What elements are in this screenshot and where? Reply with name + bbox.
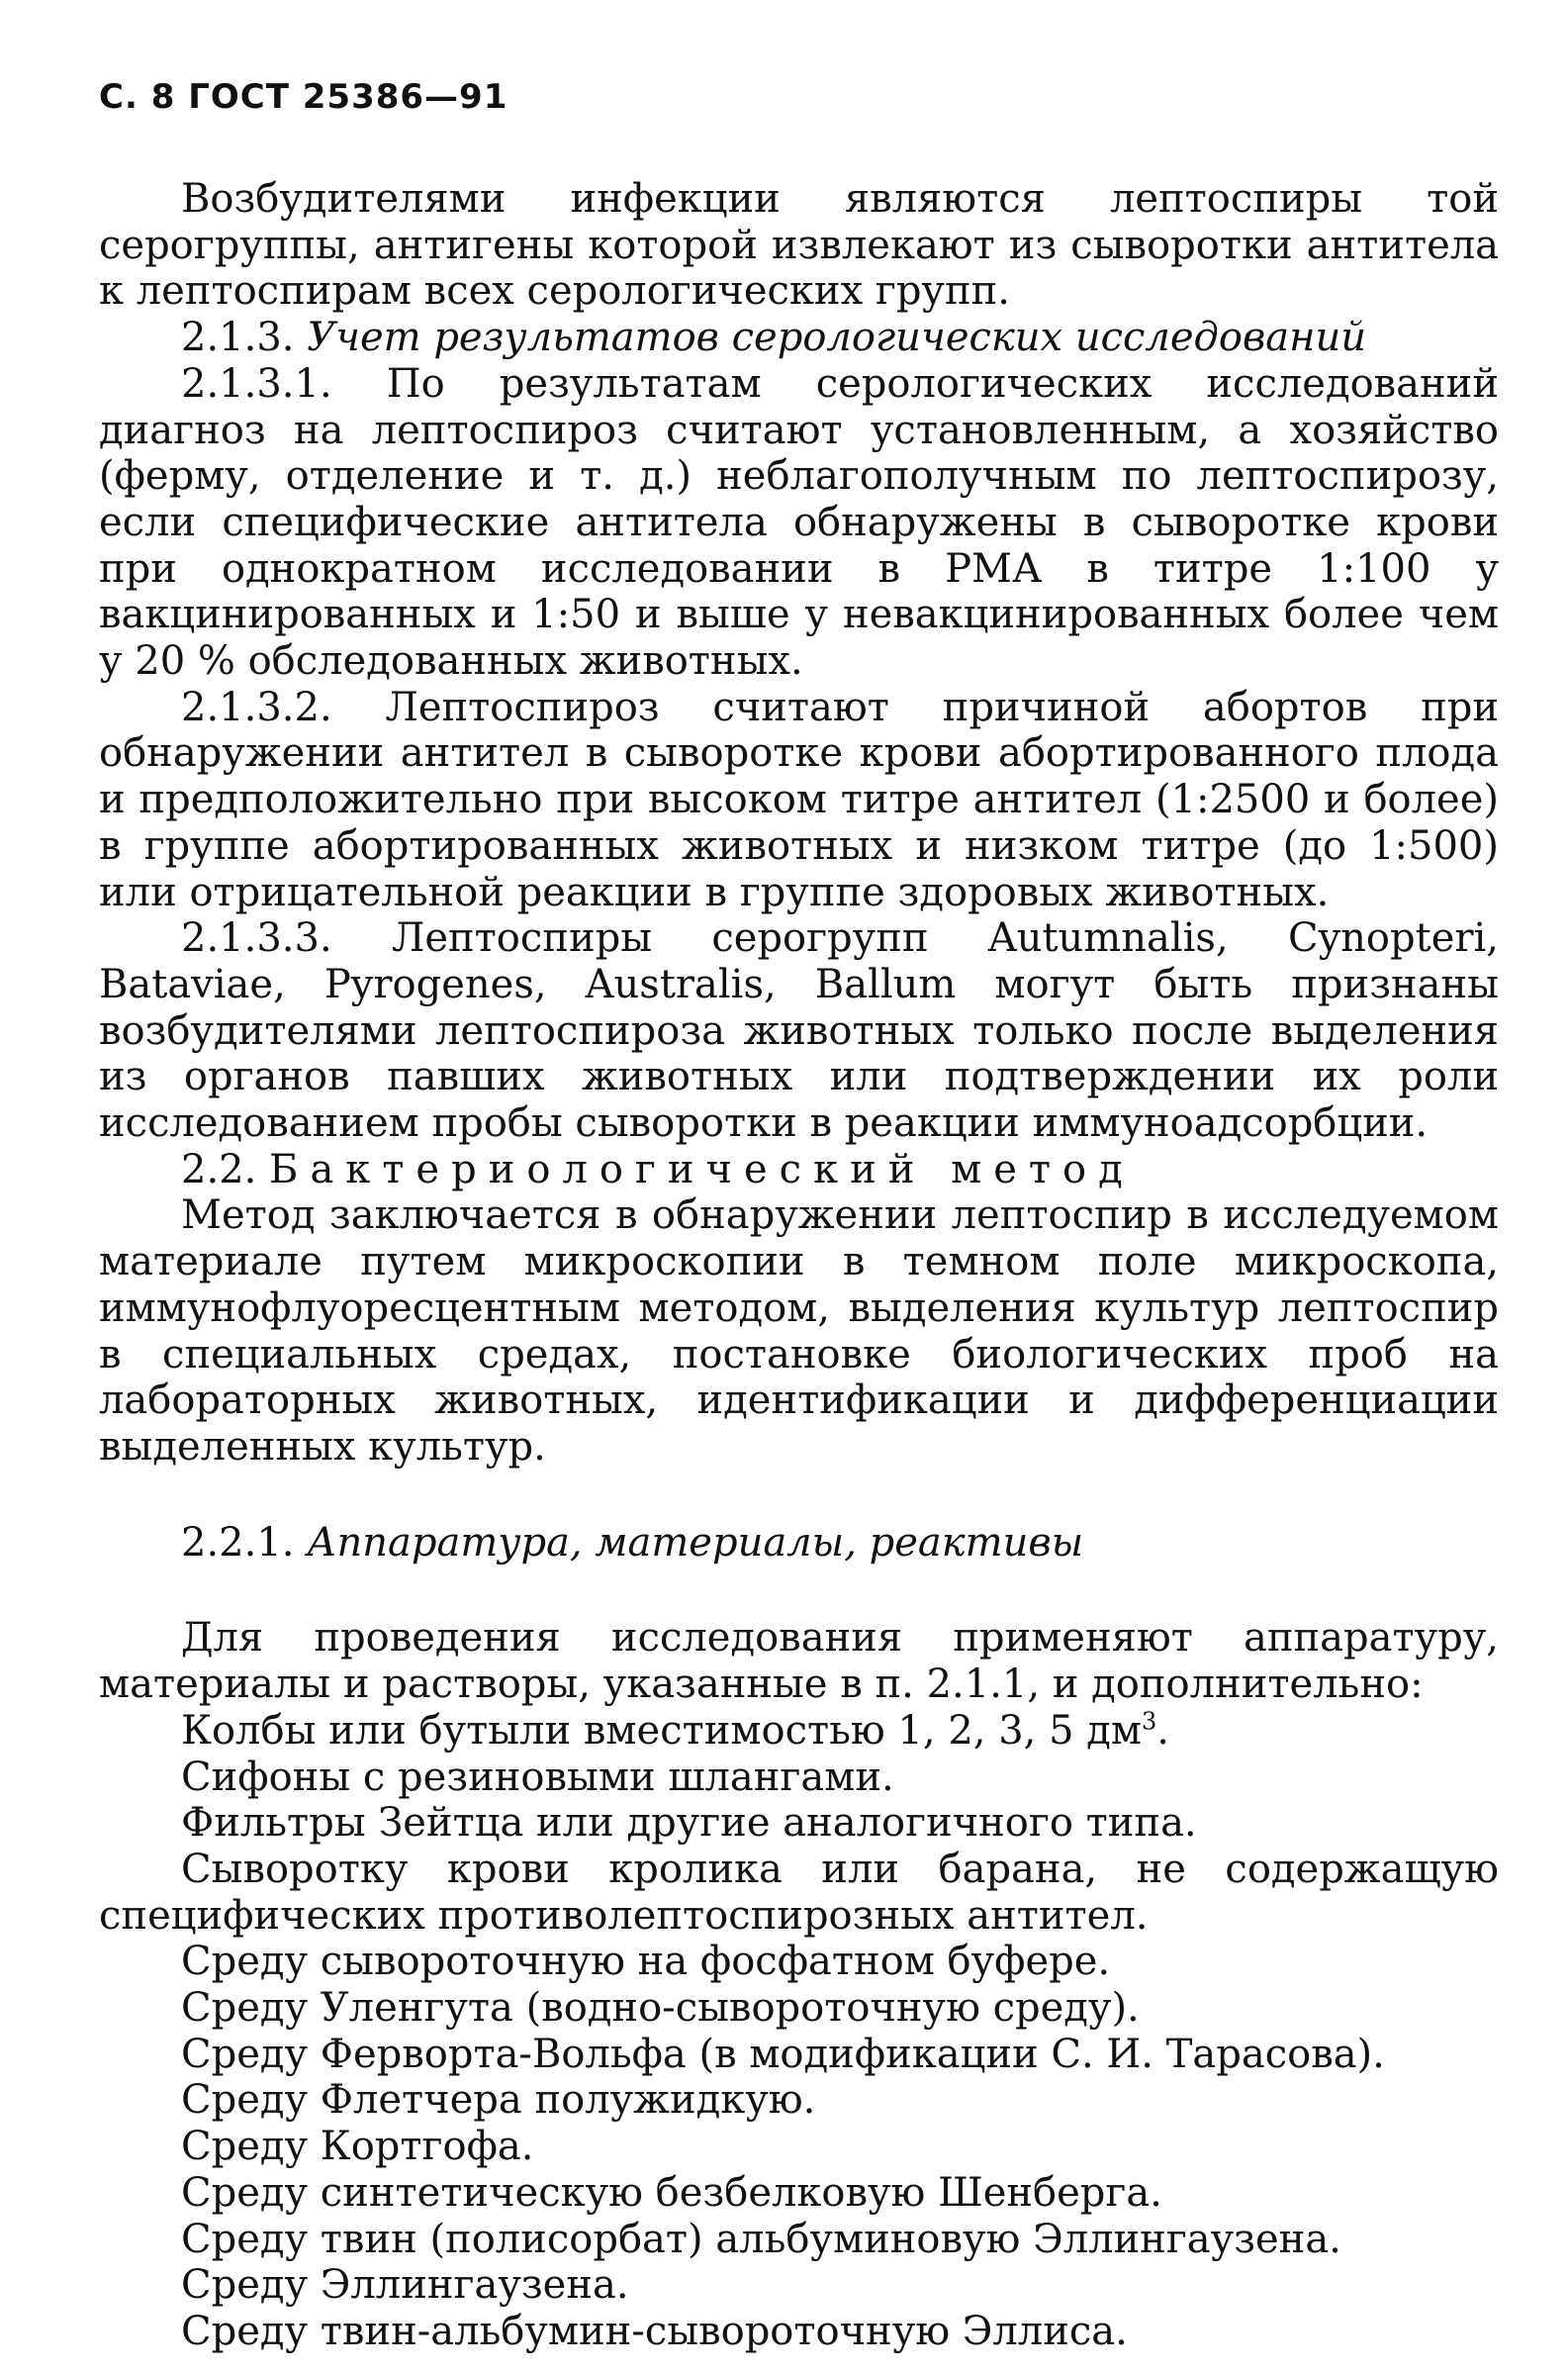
materials-item: Среду Кортгофа. [181, 2124, 534, 2170]
section-heading-2-2-1 [99, 1520, 1499, 1567]
section-heading-2-1-3 [99, 315, 1499, 361]
paragraph-2-1-3-1: 2.1.3.1. По результатам серологических исследований диагноз на лептоспироз считают установленным, а хозяйство (ферму, отделение и т. д.) неблагополучным по лептоспирозу, если специфические антитела обнаружены в сыворотке крови при однократном исследовании в РМА в титре 1:100 у вакцинированных и 1:50 и выше у невакцинированных более чем у 20 % обследованных животных. [99, 360, 1499, 685]
materials-item-flasks [99, 1708, 1499, 1755]
paragraph-2-1-3-2: 2.1.3.2. Лептоспироз считают причиной абортов при обнаружении антител в сыворотке крови абортированного плода и предположительно при высоком титре антител (1:2500 и более) в группе абортированных животных и низком титре (до 1:500) или отрицательной реакции в группе здоровых животных. [99, 684, 1499, 915]
materials-item: Среду сывороточную на фосфатном буфере. [181, 1939, 1111, 1985]
materials-item: Фильтры Зейтца или другие аналогичного типа. [181, 1800, 1197, 1847]
section-title: Бактериологический метод [269, 1146, 1135, 1192]
flasks-end: . [1156, 1707, 1169, 1754]
section-title: Учет результатов серологических исследований [307, 315, 1366, 361]
section-heading-2-2 [99, 1147, 1499, 1193]
paragraph-2-1-3-3: 2.1.3.3. Лептоспиры серогрупп Autumnalis, Cynopteri, Bataviae, Pyrogenes, Australis, Ballum могут быть признаны возбудителями лептоспироза животных только после выделения из органов павших животных или подтверждении их роли исследованием пробы сыворотки в реакции иммуноадсорбции. [99, 915, 1499, 1147]
materials-item: Среду твин (полисорбат) альбуминовую Эллингаузена. [181, 2216, 1341, 2262]
running-header: С. 8 ГОСТ 25386—91 [99, 77, 508, 117]
materials-list [99, 1708, 1499, 2355]
materials-item: Сифоны с резиновыми шлангами. [181, 1754, 894, 1800]
materials-item: Среду Ферворта-Вольфа (в модификации С. И. Тарасова). [181, 2031, 1385, 2077]
materials-item: Среду Уленгута (водно-сывороточную среду). [181, 1985, 1140, 2032]
flasks-superscript: 3 [1141, 1707, 1157, 1736]
paragraph-method: Метод заключается в обнаружении лептоспир в исследуемом материале путем микроскопии в темном поле микроскопа, иммунофлуоресцентным методом, выделения культур лептоспир в специальных средах, постановке биологических проб на лабораторных животных, идентификации и дифференциации выделенных культур. [99, 1192, 1499, 1470]
materials-item: Среду Флетчера полужидкую. [181, 2077, 816, 2124]
materials-item: Среду Эллингаузена. [181, 2262, 629, 2309]
materials-item: Среду синтетическую безбелковую Шенберга. [181, 2169, 1162, 2216]
section-number: 2.2.1. [181, 1519, 295, 1566]
paragraph-equipment-intro: Для проведения исследования применяют аппаратуру, материалы и растворы, указанные в п. 2.1.1, и дополнительно: [99, 1615, 1499, 1708]
section-title: Аппаратура, материалы, реактивы [307, 1519, 1084, 1566]
materials-item: Среду твин-альбумин-сывороточную Эллиса. [181, 2308, 1128, 2354]
flasks-text: Колбы или бутыли вместимостью 1, 2, 3, 5 дм [181, 1707, 1142, 1754]
materials-item: Сыворотку крови кролика или барана, не содержащую специфических противолептоспирозных антител. [99, 1846, 1499, 1939]
section-number: 2.1.3. [181, 315, 295, 361]
paragraph-pathogens: Возбудителями инфекции являются лептоспиры той серогруппы, антигены которой извлекают из сыворотки антитела к лептоспирам всех серологических групп. [99, 176, 1499, 315]
section-number: 2.2. [181, 1146, 257, 1192]
